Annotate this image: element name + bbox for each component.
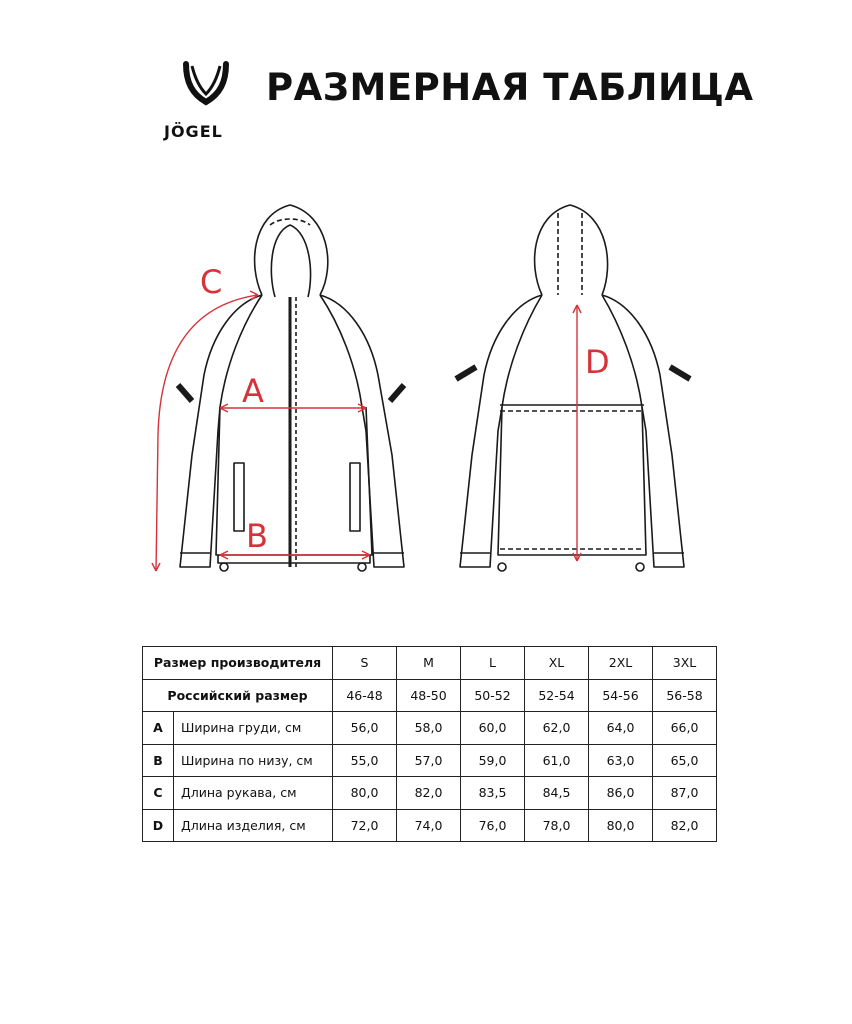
- table-row: [143, 679, 717, 712]
- manufacturer-size-header: Размер производителя: [143, 647, 333, 680]
- value-cell: 76,0: [461, 809, 525, 842]
- value-cell: 80,0: [333, 777, 397, 810]
- value-cell: 59,0: [461, 744, 525, 777]
- jogel-emblem-icon: [162, 60, 252, 120]
- value-cell: 87,0: [653, 777, 717, 810]
- russian-size-cell: 50-52: [461, 679, 525, 712]
- row-parameter: Ширина по низу, см: [174, 744, 333, 777]
- russian-size-cell: 56-58: [653, 679, 717, 712]
- row-parameter: Ширина груди, см: [174, 712, 333, 745]
- value-cell: 56,0: [333, 712, 397, 745]
- russian-size-cell: 46-48: [333, 679, 397, 712]
- value-cell: 82,0: [397, 777, 461, 810]
- value-cell: 82,0: [653, 809, 717, 842]
- russian-size-cell: 54-56: [589, 679, 653, 712]
- brand-name: JÖGEL: [164, 122, 223, 141]
- value-cell: 80,0: [589, 809, 653, 842]
- row-letter: D: [143, 809, 174, 842]
- russian-size-cell: 52-54: [525, 679, 589, 712]
- size-cell: L: [461, 647, 525, 680]
- value-cell: 84,5: [525, 777, 589, 810]
- table-row: [143, 777, 717, 810]
- value-cell: 72,0: [333, 809, 397, 842]
- russian-size-cell: 48-50: [397, 679, 461, 712]
- size-cell: 3XL: [653, 647, 717, 680]
- label-b: B: [246, 517, 268, 555]
- size-cell: XL: [525, 647, 589, 680]
- value-cell: 83,5: [461, 777, 525, 810]
- value-cell: 58,0: [397, 712, 461, 745]
- value-cell: 66,0: [653, 712, 717, 745]
- value-cell: 74,0: [397, 809, 461, 842]
- row-parameter: Длина изделия, см: [174, 809, 333, 842]
- row-letter: C: [143, 777, 174, 810]
- value-cell: 55,0: [333, 744, 397, 777]
- label-a: A: [242, 372, 264, 410]
- table-row: [143, 712, 717, 745]
- value-cell: 86,0: [589, 777, 653, 810]
- russian-size-header: Российский размер: [143, 679, 333, 712]
- size-cell: S: [333, 647, 397, 680]
- row-letter: B: [143, 744, 174, 777]
- size-cell: 2XL: [589, 647, 653, 680]
- row-letter: A: [143, 712, 174, 745]
- measure-c-line: [156, 295, 258, 571]
- back-view: [456, 205, 690, 571]
- value-cell: 78,0: [525, 809, 589, 842]
- value-cell: 65,0: [653, 744, 717, 777]
- table-row: [143, 647, 717, 680]
- page-title: РАЗМЕРНАЯ ТАБЛИЦА: [266, 66, 754, 109]
- front-view: [178, 205, 404, 571]
- table-row: [143, 744, 717, 777]
- value-cell: 60,0: [461, 712, 525, 745]
- size-table: [142, 646, 717, 842]
- label-d: D: [585, 343, 610, 381]
- value-cell: 57,0: [397, 744, 461, 777]
- row-parameter: Длина рукава, см: [174, 777, 333, 810]
- label-c: C: [200, 263, 223, 301]
- value-cell: 63,0: [589, 744, 653, 777]
- table-row: [143, 809, 717, 842]
- jacket-drawing: [130, 195, 730, 590]
- value-cell: 61,0: [525, 744, 589, 777]
- value-cell: 62,0: [525, 712, 589, 745]
- value-cell: 64,0: [589, 712, 653, 745]
- size-cell: M: [397, 647, 461, 680]
